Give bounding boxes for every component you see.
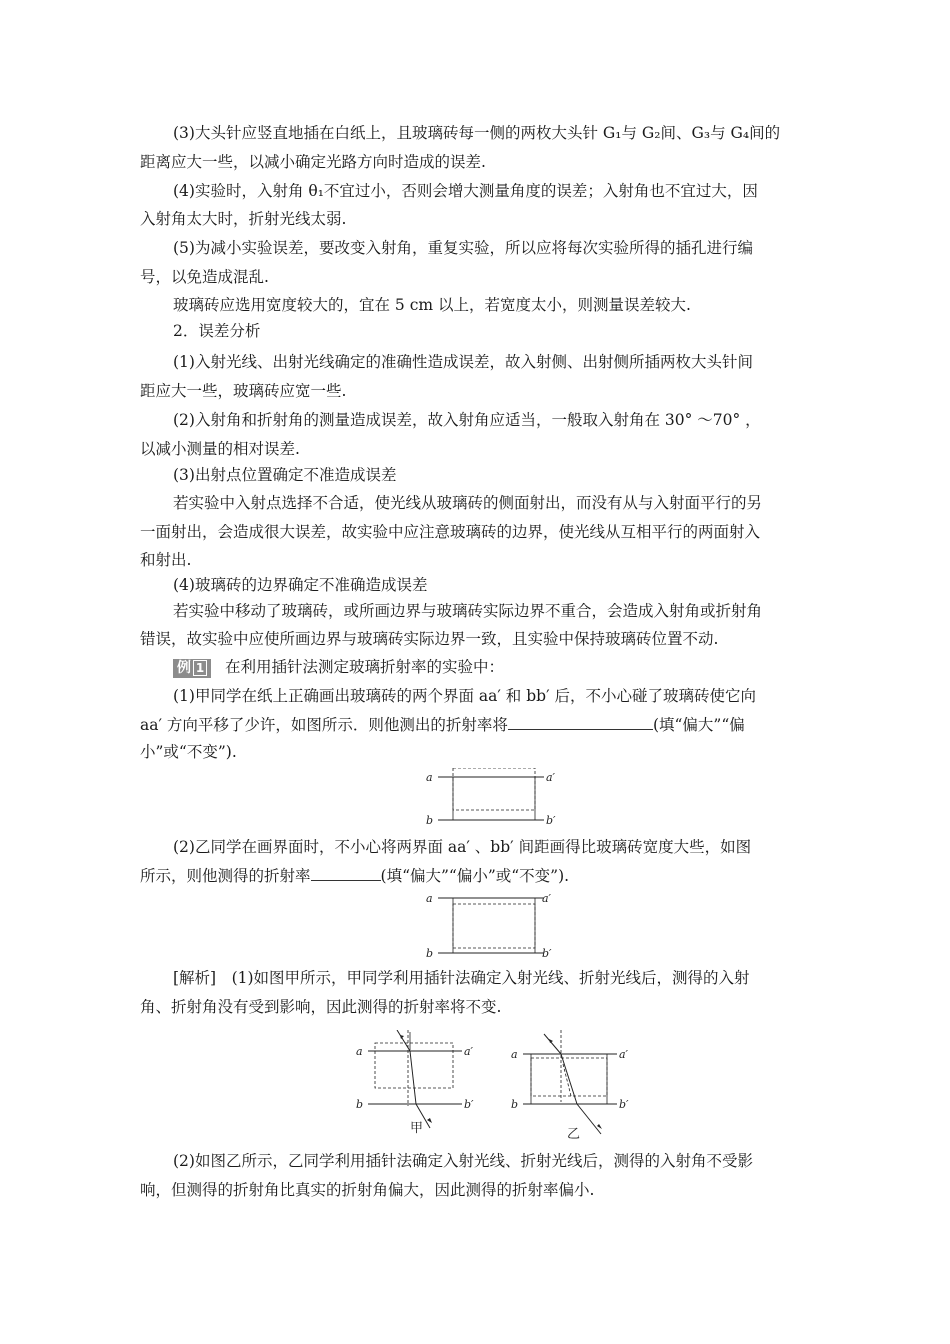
text-line: 玻璃砖应选用宽度较大的，宜在 5 cm 以上，若宽度太小，则测量误差较大. — [173, 296, 691, 314]
svg-text:a′: a′ — [464, 1045, 474, 1058]
figure-yi — [505, 1030, 640, 1142]
text-line: (3)大头针应竖直地插在白纸上，且玻璃砖每一侧的两枚大头针 G₁与 G₂间、G₃与 G₄间的 — [173, 124, 781, 142]
solution-line: 响，但测得的折射角比真实的折射角偏大，因此测得的折射率偏小. — [140, 1181, 595, 1199]
question-line: (1)甲同学在纸上正确画出玻璃砖的两个界面 aa′ 和 bb′ 后，不小心碰了玻璃砖使它向 — [173, 687, 757, 705]
svg-text:a′: a′ — [542, 892, 552, 905]
text-line: 以减小测量的相对误差. — [140, 440, 300, 458]
text-line: 号，以免造成混乱. — [140, 268, 269, 286]
svg-text:乙: 乙 — [567, 1127, 581, 1142]
text-line: (4)实验时，入射角 θ₁不宜过小，否则会增大测量角度的误差；入射角也不宜过大，因 — [173, 182, 758, 200]
svg-text:a: a — [426, 771, 433, 784]
example-heading — [173, 657, 504, 678]
svg-text:b′: b′ — [619, 1098, 629, 1111]
text-line: 入射角太大时，折射光线太弱. — [140, 210, 347, 228]
text-line: (1)入射光线、出射光线确定的准确性造成误差，故入射侧、出射侧所插两枚大头针间 — [173, 353, 753, 371]
question-line: (2)乙同学在画界面时，不小心将两界面 aa′ 、bb′ 间距画得比玻璃砖宽度大些，如图 — [173, 838, 752, 856]
example-title: 在利用插针法测定玻璃折射率的实验中： — [225, 658, 505, 676]
svg-text:b′: b′ — [464, 1098, 474, 1111]
text-line: 距应大一些，玻璃砖应宽一些. — [140, 382, 347, 400]
figure-wide-boundary — [420, 890, 560, 962]
figure-jia — [350, 1030, 485, 1135]
answer-blank — [311, 866, 381, 881]
text-line: 一面射出，会造成很大误差，故实验中应注意玻璃砖的边界，使光线从互相平行的两面射入 — [140, 523, 761, 541]
question-line: 所示，则他测得的折射率 (填“偏大”“偏小”或“不变”). — [140, 867, 570, 885]
figure-shifted-glass — [420, 768, 560, 833]
svg-text:b′: b′ — [546, 814, 556, 827]
text-line: 错误，故实验中应使所画边界与玻璃砖实际边界一致，且实验中保持玻璃砖位置不动. — [140, 630, 719, 648]
svg-text:甲: 甲 — [410, 1121, 424, 1135]
section-heading: 2．误差分析 — [173, 322, 261, 340]
example-badge: 例 1 — [173, 659, 211, 678]
text-line: 若实验中入射点选择不合适，使光线从玻璃砖的侧面射出，而没有从与入射面平行的另 — [173, 494, 763, 512]
svg-text:a′: a′ — [546, 771, 556, 784]
text-line: 距离应大一些，以减小确定光路方向时造成的误差. — [140, 153, 486, 171]
question-line: 小”或“不变”). — [140, 743, 237, 761]
solution-line: (2)如图乙所示，乙同学利用插针法确定入射光线、折射光线后，测得的入射角不受影 — [173, 1152, 753, 1170]
svg-text:b: b — [426, 947, 434, 960]
svg-text:a′: a′ — [619, 1048, 629, 1061]
question-line: aa′ 方向平移了少许，如图所示．则他测出的折射率将 (填“偏大”“偏 — [140, 716, 745, 734]
svg-text:b: b — [511, 1098, 519, 1111]
svg-text:b′: b′ — [542, 947, 552, 960]
text-line: 和射出. — [140, 551, 192, 569]
text-line: (3)出射点位置确定不准造成误差 — [173, 466, 397, 484]
svg-text:b: b — [426, 814, 434, 827]
solution-line: [解析] (1)如图甲所示，甲同学利用插针法确定入射光线、折射光线后，测得的入射 — [173, 969, 750, 987]
text-line: (5)为减小实验误差，要改变入射角，重复实验，所以应将每次实验所得的插孔进行编 — [173, 239, 753, 257]
answer-blank — [508, 715, 653, 730]
text-line: (2)入射角和折射角的测量造成误差，故入射角应适当，一般取入射角在 30° ～70° ， — [173, 411, 761, 429]
text-line: 若实验中移动了玻璃砖，或所画边界与玻璃砖实际边界不重合，会造成入射角或折射角 — [173, 602, 763, 620]
svg-text:a: a — [356, 1045, 363, 1058]
svg-text:a: a — [426, 892, 433, 905]
svg-text:b: b — [356, 1098, 364, 1111]
svg-text:a: a — [511, 1048, 518, 1061]
text-line: (4)玻璃砖的边界确定不准确造成误差 — [173, 576, 428, 594]
solution-line: 角、折射角没有受到影响，因此测得的折射率将不变. — [140, 998, 502, 1016]
